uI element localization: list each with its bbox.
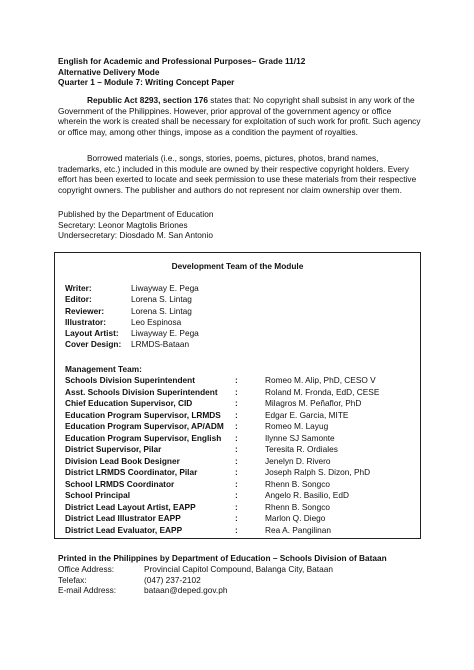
development-team-box xyxy=(54,252,421,539)
colon-separator: : xyxy=(235,513,238,523)
colon-separator: : xyxy=(235,444,238,454)
team-name: Lorena S. Lintag xyxy=(131,294,192,305)
team-name: Leo Espinosa xyxy=(131,316,182,327)
colon-separator: : xyxy=(235,398,238,408)
management-row xyxy=(65,433,415,445)
management-team-title: Management Team: xyxy=(65,364,142,374)
module-header xyxy=(58,56,305,88)
management-name: Marlon Q. Diego xyxy=(265,513,326,523)
management-role: District Supervisor, Pilar xyxy=(65,444,162,454)
management-name: Milagros M. Peñaflor, PhD xyxy=(265,398,362,408)
management-role: Education Program Supervisor, LRMDS xyxy=(65,409,221,420)
management-row xyxy=(65,479,415,491)
header-delivery-mode: Alternative Delivery Mode xyxy=(58,66,160,77)
team-name: Liwayway E. Pega xyxy=(131,328,199,339)
colon-separator: : xyxy=(235,386,238,397)
management-role: Education Program Supervisor, English xyxy=(65,432,222,443)
header-subject: English for Academic and Professional Purposes– Grade 11/12 xyxy=(58,56,306,66)
colon-separator: : xyxy=(235,409,238,420)
undersecretary-line: Undersecretary: Diosdado M. San Antonio xyxy=(58,230,213,240)
management-row xyxy=(65,444,415,456)
contact-value: bataan@deped.gov.ph xyxy=(144,585,228,595)
contact-value: Provincial Capitol Compound, Balanga City, Bataan xyxy=(144,564,333,574)
contact-row xyxy=(58,575,387,586)
management-name: Rhenn B. Songco xyxy=(265,501,331,512)
management-row xyxy=(65,513,415,525)
borrowed-materials-paragraph xyxy=(58,153,422,195)
team-role: Reviewer: xyxy=(65,305,105,316)
management-name: Teresita R. Ordiales xyxy=(265,444,338,454)
team-role: Editor: xyxy=(65,294,92,305)
management-role: District Lead Evaluator, EAPP xyxy=(65,524,183,535)
management-row xyxy=(65,387,415,399)
team-role: Writer: xyxy=(65,283,92,293)
management-row xyxy=(65,421,415,433)
contact-label: Telefax: xyxy=(58,574,87,585)
management-role: Asst. Schools Division Superintendent xyxy=(65,386,218,397)
management-role: District Lead Layout Artist, EAPP xyxy=(65,501,196,512)
management-row xyxy=(65,398,415,410)
colon-separator: : xyxy=(235,490,238,500)
contact-row xyxy=(58,564,387,575)
management-role: Chief Education Supervisor, CID xyxy=(65,398,193,408)
copyright-paragraph xyxy=(58,95,422,137)
management-name: Jenelyn D. Rivero xyxy=(265,455,331,466)
development-team-title: Development Team of the Module xyxy=(171,261,304,271)
management-name: Edgar E. Garcia, MITE xyxy=(265,409,349,420)
management-name: Romeo M. Alip, PhD, CESO V xyxy=(265,375,376,385)
contact-row xyxy=(58,585,387,596)
management-role: School LRMDS Coordinator xyxy=(65,478,175,489)
management-row xyxy=(65,456,415,468)
team-name: LRMDS-Bataan xyxy=(131,339,190,350)
colon-separator: : xyxy=(235,467,238,477)
borrowed-materials-text: Borrowed materials (i.e., songs, stories, poems, pictures, photos, brand names, trademarks, etc.) included in this module are owned by their respective copyright holders. Every effort has been exerted to locate and seek permission to use these materials from their respective copyright owners. The publisher and authors do not represent nor claim ownership over them. xyxy=(58,153,417,195)
management-role: Division Lead Book Designer xyxy=(65,455,180,466)
header-module-title: Quarter 1 – Module 7: Writing Concept Paper xyxy=(58,77,235,87)
colon-separator: : xyxy=(235,478,238,489)
management-row xyxy=(65,490,415,502)
management-role: Schools Division Superintendent xyxy=(65,375,195,385)
management-team-list xyxy=(65,375,415,536)
management-row xyxy=(65,375,415,387)
copyright-law-reference: Republic Act 8293, section 176 xyxy=(87,95,208,105)
colon-separator: : xyxy=(235,501,238,512)
management-name: Romeo M. Layug xyxy=(265,421,329,431)
management-name: Roland M. Fronda, EdD, CESE xyxy=(265,386,380,397)
management-name: Rhenn B. Songco xyxy=(265,478,331,489)
management-role: District LRMDS Coordinator, Pilar xyxy=(65,467,198,477)
management-row xyxy=(65,502,415,514)
management-row xyxy=(65,467,415,479)
team-role: Layout Artist: xyxy=(65,328,119,339)
colon-separator: : xyxy=(235,455,238,466)
colon-separator: : xyxy=(235,432,238,443)
contact-label: E-mail Address: xyxy=(58,585,117,595)
secretary-line: Secretary: Leonor Magtolis Briones xyxy=(58,219,188,230)
management-role: District Lead Illustrator EAPP xyxy=(65,513,181,523)
team-role: Cover Design: xyxy=(65,339,122,350)
management-role: School Principal xyxy=(65,490,131,500)
contact-label: Office Address: xyxy=(58,564,115,574)
management-row xyxy=(65,410,415,422)
colon-separator: : xyxy=(235,524,238,535)
publication-info xyxy=(58,209,213,241)
colon-separator: : xyxy=(235,421,238,431)
management-role: Education Program Supervisor, AP/ADM xyxy=(65,421,224,431)
management-row xyxy=(65,525,415,537)
printing-title: Printed in the Philippines by Department of Education – Schools Division of Bataan xyxy=(58,553,387,563)
management-name: Angelo R. Basilio, EdD xyxy=(265,490,349,500)
team-name: Lorena S. Lintag xyxy=(131,305,192,316)
management-name: Rea A. Pangilinan xyxy=(265,524,331,535)
copyright-text: states that: No copyright shall subsist in any work of the Government of the Philippines. However, prior approval of the government agency or office wherein the work is created shall be necessary for exploitation of such work for profit. Such agency or office may, among other things, impose as a condition the payment of royalties. xyxy=(58,95,421,137)
management-name: Joseph Ralph S. Dizon, PhD xyxy=(265,467,371,477)
team-name: Liwayway E. Pega xyxy=(131,283,199,293)
colon-separator: : xyxy=(235,375,238,385)
management-name: Ilynne SJ Samonte xyxy=(265,432,335,443)
contact-value: (047) 237-2102 xyxy=(144,574,201,585)
printing-info xyxy=(58,553,387,596)
publisher-line: Published by the Department of Education xyxy=(58,209,214,219)
team-role: Illustrator: xyxy=(65,316,107,327)
